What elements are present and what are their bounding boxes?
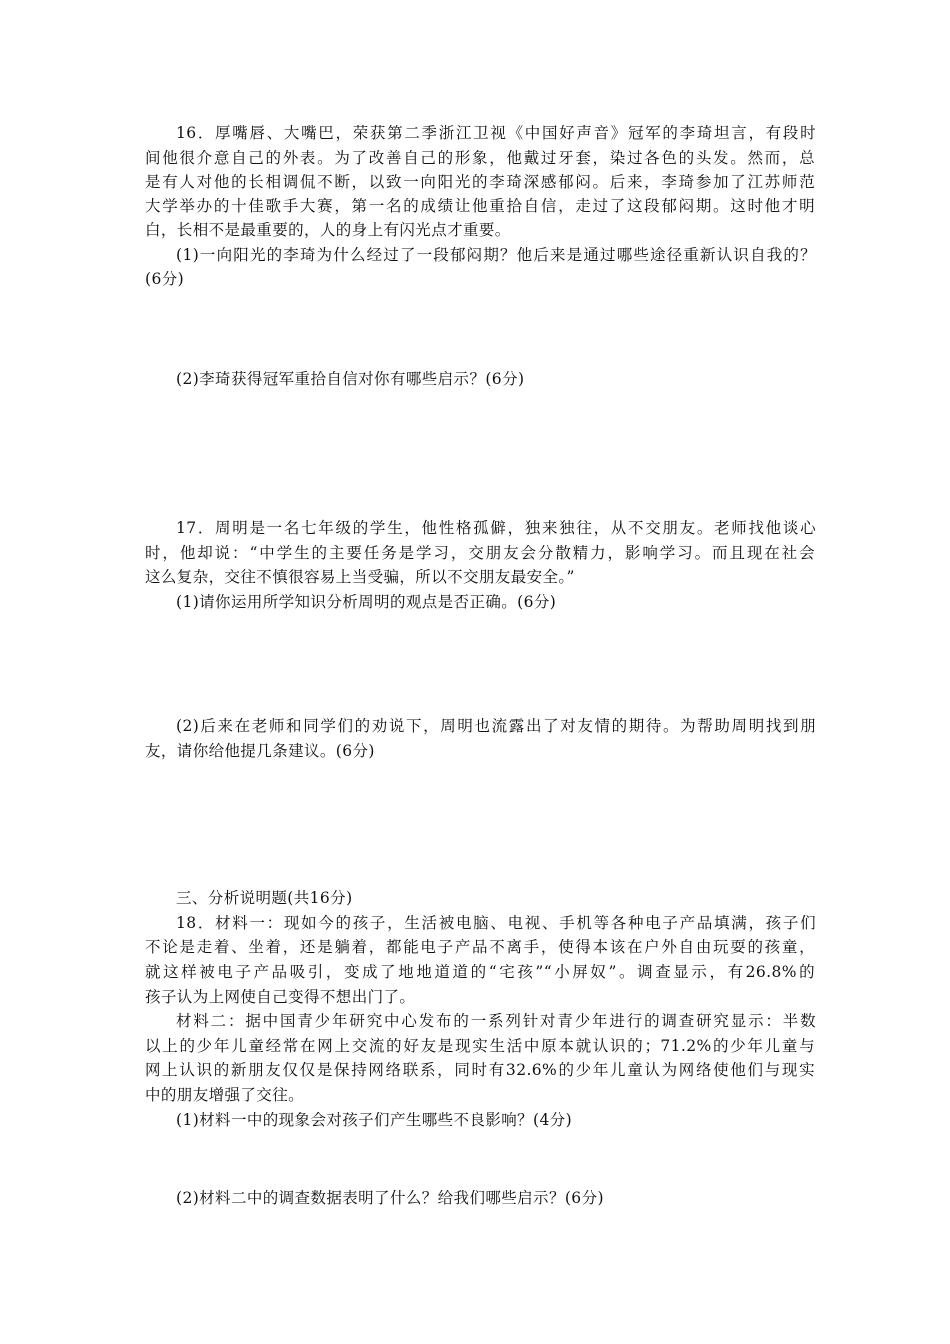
q18-material1-line-3: 就这样被电子产品吸引，变成了地地道道的“宅孩”“小屏奴”。调查显示，有26.8%的 xyxy=(145,963,815,981)
q17-sub2-line-2: 友，请你给他提几条建议。(6分) xyxy=(145,742,375,760)
q18-material2-line-3: 网上认识的新朋友仅仅是保持网络联系，同时有32.6%的少年儿童认为网络使他们与现实 xyxy=(145,1061,815,1079)
q16-sub1-line-1: (1)一向阳光的李琦为什么经过了一段郁闷期？他后来是通过哪些途径重新认识自我的？ xyxy=(176,246,816,264)
q17-stem-line-1: 17．周明是一名七年级的学生，他性格孤僻，独来独往，从不交朋友。老师找他谈心 xyxy=(176,519,816,537)
q16-stem-line-3: 是有人对他的长相调侃不断，以致一向阳光的李琦深感郁闷。后来，李琦参加了江苏师范 xyxy=(145,173,815,191)
q17-stem-line-3: 这么复杂，交往不慎很容易上当受骗，所以不交朋友最安全。” xyxy=(145,568,575,586)
q18-material1-line-1: 18．材料一：现如今的孩子，生活被电脑、电视、手机等各种电子产品填满，孩子们 xyxy=(176,914,816,932)
q16-stem-line-5: 白，长相不是最重要的，人的身上有闪光点才重要。 xyxy=(145,221,511,239)
q17-stem-line-2: 时，他却说：“中学生的主要任务是学习，交朋友会分散精力，影响学习。而且现在社会 xyxy=(145,544,815,562)
q16-stem-line-1: 16．厚嘴唇、大嘴巴，荣获第二季浙江卫视《中国好声音》冠军的李琦坦言，有段时 xyxy=(176,124,816,142)
q18-sub1: (1)材料一中的现象会对孩子们产生哪些不良影响？(4分) xyxy=(176,1111,573,1129)
q16-sub2: (2)李琦获得冠军重拾自信对你有哪些启示？(6分) xyxy=(176,370,525,388)
q18-material2-line-2: 以上的少年儿童经常在网上交流的好友是现实生活中原本就认识的；71.2%的少年儿童与 xyxy=(145,1037,815,1055)
q18-sub2: (2)材料二中的调查数据表明了什么？给我们哪些启示？(6分) xyxy=(176,1189,604,1207)
q16-sub1-line-2: (6分) xyxy=(145,270,185,288)
q18-material1-line-2: 不论是走着、坐着，还是躺着，都能电子产品不离手，使得本该在户外自由玩耍的孩童， xyxy=(145,938,815,956)
q18-material2-line-4: 中的朋友增强了交往。 xyxy=(145,1086,305,1104)
q16-stem-line-4: 大学举办的十佳歌手大赛，第一名的成绩让他重拾自信，走过了这段郁闷期。这时他才明 xyxy=(145,197,815,215)
q18-material2-line-1: 材料二：据中国青少年研究中心发布的一系列针对青少年进行的调查研究显示：半数 xyxy=(176,1012,816,1030)
q18-material1-line-4: 孩子认为上网使自己变得不想出门了。 xyxy=(145,988,416,1006)
q17-sub1: (1)请你运用所学知识分析周明的观点是否正确。(6分) xyxy=(176,593,557,611)
q16-stem-line-2: 间他很介意自己的外表。为了改善自己的形象，他戴过牙套，染过各色的头发。然而，总 xyxy=(145,149,815,167)
q17-sub2-line-1: (2)后来在老师和同学们的劝说下，周明也流露出了对友情的期待。为帮助周明找到朋 xyxy=(176,717,816,735)
section-3-heading: 三、分析说明题(共16分) xyxy=(176,889,353,907)
